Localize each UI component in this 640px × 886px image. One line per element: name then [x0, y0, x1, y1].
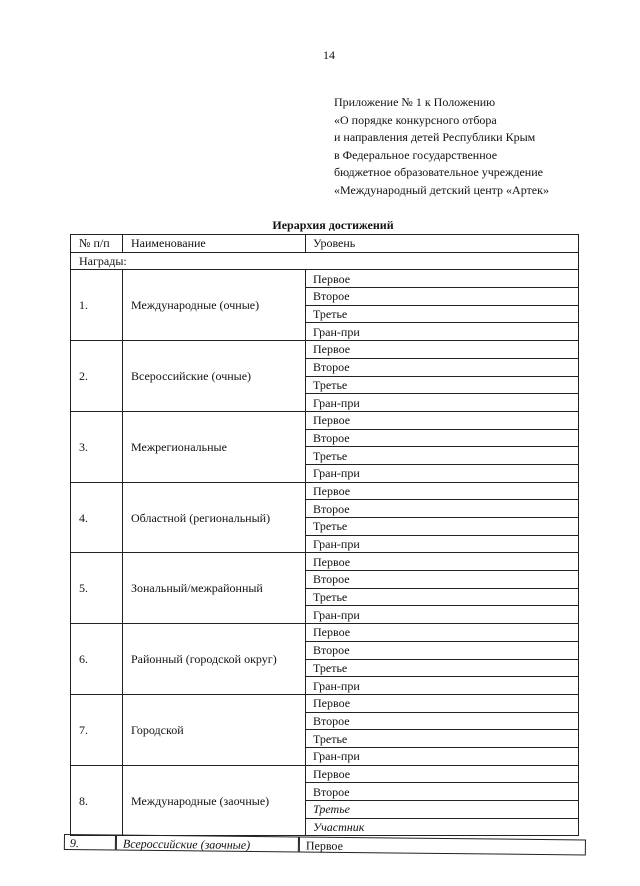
table-row [71, 624, 579, 642]
row-name: Международные (заочные) [123, 765, 306, 836]
row-level: Гран-при [306, 464, 579, 482]
row-name: Всероссийские (очные) [123, 341, 306, 412]
row-level: Первое [306, 341, 579, 359]
row-name: Зональный/межрайонный [123, 553, 306, 624]
row-level: Первое [306, 624, 579, 642]
row-level: Второе [306, 571, 579, 589]
appendix-line: Приложение № 1 к Положению [334, 95, 496, 109]
row-level: Второе [306, 358, 579, 376]
row-level: Первое [306, 553, 579, 571]
row-number: 9. [64, 834, 116, 851]
row-level: Первое [306, 694, 579, 712]
row-level: Третье [306, 659, 579, 677]
row-level: Гран-при [306, 677, 579, 695]
achievements-table [70, 234, 579, 836]
row-level: Третье [306, 376, 579, 394]
row-level: Третье [306, 801, 579, 819]
table-row [71, 341, 579, 359]
row-number: 3. [71, 411, 123, 482]
table-row [71, 553, 579, 571]
row-level: Второе [306, 288, 579, 306]
row-level: Второе [306, 712, 579, 730]
section-row [71, 252, 579, 270]
table-row [71, 694, 579, 712]
row-level: Участник [306, 818, 579, 836]
row-level: Первое [306, 411, 579, 429]
row-level: Первое [306, 765, 579, 783]
row-number: 1. [71, 270, 123, 341]
row-name: Международные (очные) [123, 270, 306, 341]
row-name: Городской [123, 694, 306, 765]
page-number: 14 [323, 48, 335, 62]
appendix-line: и направления детей Республики Крым [334, 130, 536, 145]
row-level: Второе [306, 641, 579, 659]
row-name: Всероссийские (заочные) [116, 835, 299, 853]
row-level: Третье [306, 305, 579, 323]
row-level: Гран-при [306, 323, 579, 341]
table-title: Иерархия достижений [272, 218, 394, 232]
row-name: Межрегиональные [123, 411, 306, 482]
appendix-line: «Международный детский центр «Артек» [334, 182, 549, 197]
row-number: 7. [71, 694, 123, 765]
row-level: Первое [306, 270, 579, 288]
row-level: Второе [306, 500, 579, 518]
table-row [71, 765, 579, 783]
appendix-line: «О порядке конкурсного отбора [334, 112, 497, 127]
appendix-line: в Федеральное государственное [334, 147, 498, 162]
table-row [71, 482, 579, 500]
table-body [71, 235, 579, 836]
row-number: 6. [71, 624, 123, 695]
section-label: Награды: [71, 252, 579, 270]
row-name: Областной (региональный) [123, 482, 306, 553]
header-num: № п/п [71, 235, 123, 253]
row-number: 5. [71, 553, 123, 624]
row-level: Гран-при [306, 747, 579, 765]
row-level: Первое [306, 482, 579, 500]
row-level: Третье [306, 730, 579, 748]
header-level: Уровень [306, 235, 579, 253]
row-number: 4. [71, 482, 123, 553]
row-level: Третье [306, 447, 579, 465]
row-level: Первое [299, 836, 586, 855]
row-name: Районный (городской округ) [123, 624, 306, 695]
appendix-line: бюджетное образовательное учреждение [334, 165, 543, 180]
row-level: Третье [306, 588, 579, 606]
header-name: Наименование [123, 235, 306, 253]
row-level: Гран-при [306, 394, 579, 412]
header-row [71, 235, 579, 253]
row-number: 8. [71, 765, 123, 836]
row-level: Гран-при [306, 535, 579, 553]
row-level: Второе [306, 429, 579, 447]
table-row [71, 411, 579, 429]
row-number: 2. [71, 341, 123, 412]
row-level: Гран-при [306, 606, 579, 624]
table-row [71, 270, 579, 288]
appendix-header [334, 94, 549, 200]
row-level: Второе [306, 783, 579, 801]
table-row [64, 834, 586, 859]
row-level: Третье [306, 518, 579, 536]
